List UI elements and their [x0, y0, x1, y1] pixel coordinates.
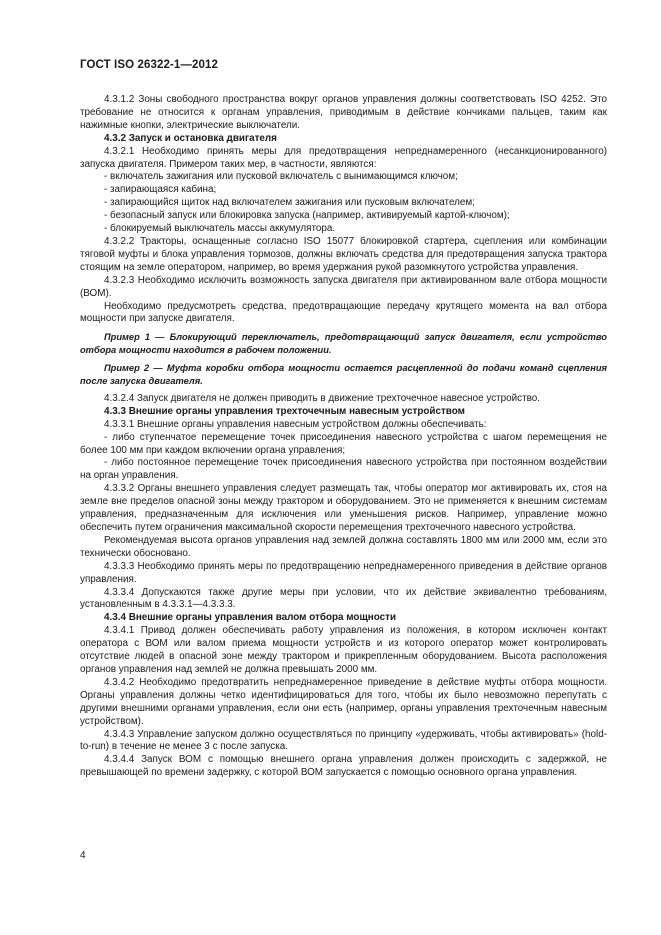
standard-header: ГОСТ ISO 26322-1—2012 — [80, 59, 218, 71]
paragraph-4-3-2-4: 4.3.2.4 Запуск двигателя не должен приводить в движение трехточечное навесное устройство. — [104, 392, 540, 404]
list-item: - безопасный запуск или блокировка запуска (например, активируемый картой-ключом); — [104, 210, 510, 222]
paragraph-4-3-3-1: 4.3.3.1 Внешние органы управления навесным устройством должны обеспечивать: — [104, 418, 487, 430]
paragraph: - либо ступенчатое перемещение точек присоединения навесного устройства с шагом перемещения не более 100 мм при каждом включении органа управления; — [80, 431, 607, 456]
paragraph-4-3-2-1: 4.3.2.1 Необходимо принять меры для предотвращения непреднамеренного (несанкционированного) запуска двигателя. Примером таких мер, в частности, являются: — [80, 145, 607, 170]
list-item: - запирающийся щиток над включателем зажигания или пусковым включателем; — [104, 197, 475, 209]
paragraph-4-3-3-2: 4.3.3.2 Органы внешнего управления следует размещать так, чтобы оператор мог активировать их, стоя на земле вне пределов опасной зоны между трактором и оборудованием. Это не применяется к внешним системам управления, предназначенным для исключения или уменьшения рисков. Например, управление можно обеспечить путем ограничения максимальной скорости перемещения трехточечного навесного устройства. — [80, 483, 607, 533]
example-1: Пример 1 — Блокирующий переключатель, предотвращающий запуск двигателя, если устройство отбора мощности находится в рабочем положении. — [80, 332, 607, 356]
section-heading-4-3-4: 4.3.4 Внешние органы управления валом отбора мощности — [104, 612, 397, 624]
paragraph: Рекомендуемая высота органов управления над землей должна составлять 1800 мм или 2000 мм, если это технически обосновано. — [80, 534, 607, 559]
list-item: - блокируемый выключатель массы аккумулятора. — [104, 223, 336, 235]
paragraph: - либо постоянное перемещение точек присоединения навесного устройства при постоянном воздействии на орган управления. — [80, 457, 607, 482]
paragraph-4-3-2-2: 4.3.2.2 Тракторы, оснащенные согласно ISO 15077 блокировкой стартера, сцепления или комбинации тяговой муфты и блока управления тормозов, должны включать средства для предотвращения запуска трактора стоящим на земле оператором, например, во время удержания рукой разомкнутого устройства управления. — [80, 235, 607, 273]
paragraph-4-3-3-3: 4.3.3.3 Необходимо принять меры по предотвращению непреднамеренного приведения в действие органов управления. — [80, 560, 607, 585]
list-item: - включатель зажигания или пусковой включатель с вынимающимся ключом; — [104, 171, 458, 183]
paragraph: Необходимо предусмотреть средства, предотвращающие передачу крутящего момента на вал отбора мощности при запуске двигателя. — [80, 300, 607, 325]
section-heading-4-3-2: 4.3.2 Запуск и остановка двигателя — [104, 132, 277, 144]
document-body — [80, 94, 607, 780]
paragraph-4-3-2-3: 4.3.2.3 Необходимо исключить возможность запуска двигателя при активированном вале отбора мощности (ВОМ). — [80, 274, 607, 299]
example-2: Пример 2 — Муфта коробки отбора мощности остается расцепленной до подачи команд сцепления после запуска двигателя. — [80, 363, 607, 387]
page-number: 4 — [80, 850, 86, 861]
list-item: - запирающаяся кабина; — [104, 184, 217, 196]
paragraph-4-3-4-2: 4.3.4.2 Необходимо предотвратить непреднамеренное приведение в действие муфты отбора мощности. Органы управления должны четко идентифицироваться для того, чтобы их было невозможно перепутать с другими внешними органами управления, если они есть (например, органы управления трехточечным навесным устройством). — [80, 676, 607, 727]
paragraph-4-3-4-3: 4.3.4.3 Управление запуском должно осуществляться по принципу «удерживать, чтобы активировать» (hold-to-run) в течение не менее 3 с после запуска. — [80, 728, 607, 753]
section-heading-4-3-3: 4.3.3 Внешние органы управления трехточечным навесным устройством — [104, 405, 465, 417]
paragraph-4-3-1-2: 4.3.1.2 Зоны свободного пространства вокруг органов управления должны соответствовать ISO 4252. Это требование не относится к органам управления, приводимым в действие кончиками пальцев, таким как нажимные кнопки, электрические выключатели. — [80, 94, 607, 131]
paragraph-4-3-4-1: 4.3.4.1 Привод должен обеспечивать работу управления из положения, в котором исключен контакт оператора с ВОМ или валом приема мощности устройств и из которого оператор может контролировать отсутствие людей в опасной зоне между трактором и прикрепленным оборудованием. Высота расположения органов управления над землей не должна превышать 2000 мм. — [80, 625, 607, 675]
paragraph-4-3-4-4: 4.3.4.4 Запуск ВОМ с помощью внешнего органа управления должен происходить с задержкой, не превышающей по времени задержку, с которой ВОМ запускается с помощью основного органа управления. — [80, 754, 607, 779]
paragraph-4-3-3-4: 4.3.3.4 Допускаются также другие меры при условии, что их действие эквивалентно требованиям, установленным в 4.3.3.1—4.3.3.3. — [80, 586, 607, 611]
